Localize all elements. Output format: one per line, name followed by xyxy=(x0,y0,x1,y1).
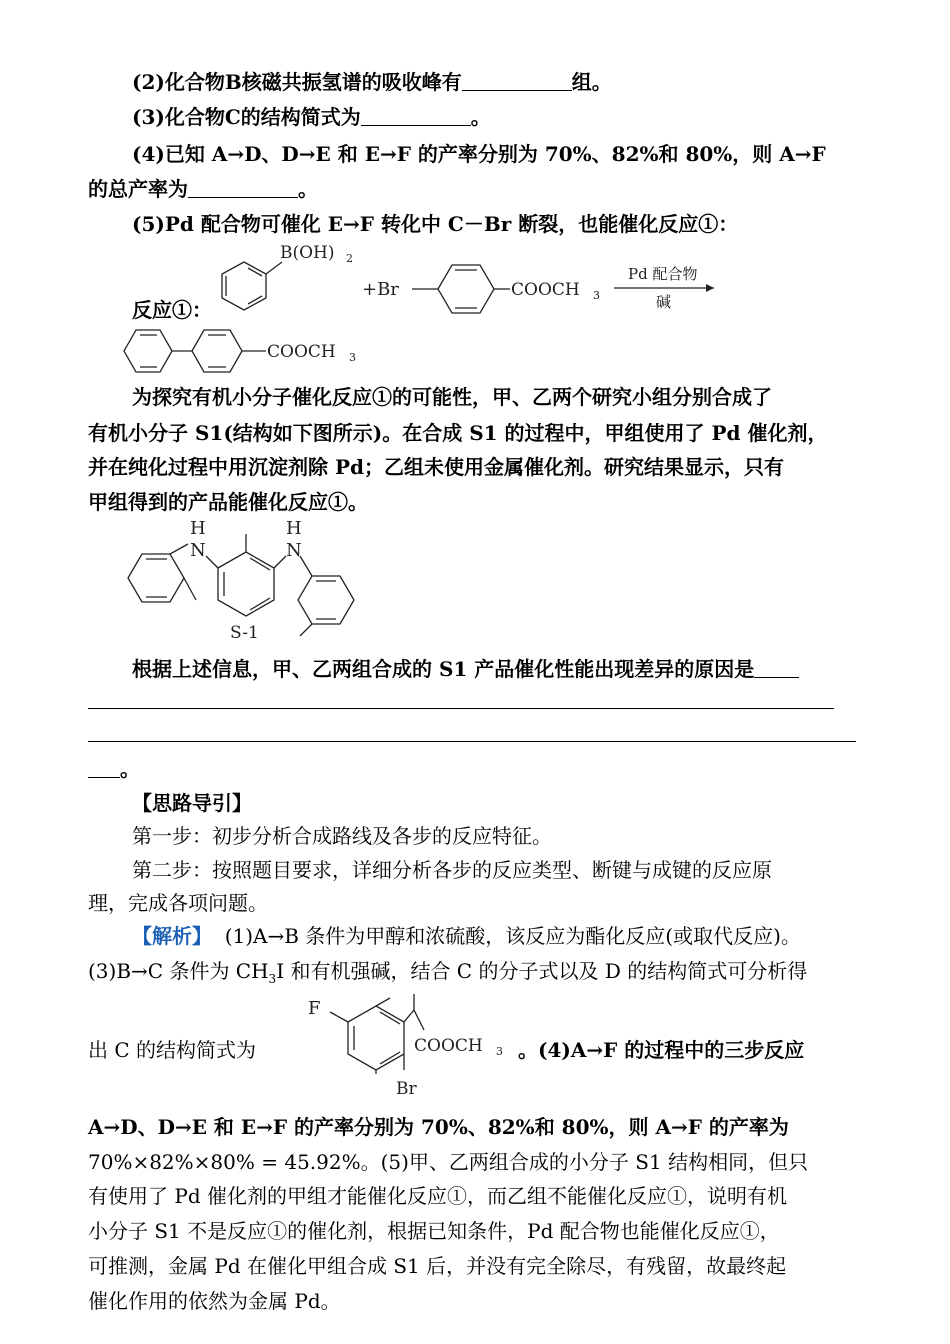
fluoro-label: F xyxy=(308,998,321,1019)
c-bromo-label: Br xyxy=(396,1079,417,1099)
product-biphenyl-structure xyxy=(124,330,266,372)
reason-question xyxy=(132,655,799,683)
analysis-line7: 小分子 S1 不是反应①的催化剂，根据已知条件，Pd 配合物也能催化反应①， xyxy=(88,1219,780,1243)
analysis-line3b: 。(4)A→F 的过程中的三步反应 xyxy=(518,1038,805,1062)
answer-blank[interactable] xyxy=(754,655,799,678)
question-3-tail: 。 xyxy=(470,105,491,129)
guide-step2: 第二步：按照题目要求，详细分析各步的反应类型、断键与成键的反应原 xyxy=(132,858,772,882)
analysis-line4: A→D、D→E 和 E→F 的产率分别为 70%、82%和 80%，则 A→F 的产率为 xyxy=(88,1115,789,1139)
para-line: 有机小分子 S1(结构如下图所示)。在合成 S1 的过程中，甲组使用了 Pd 催化剂， xyxy=(88,421,828,445)
ester-sub: 3 xyxy=(593,289,600,302)
nh-h-left: H xyxy=(190,518,206,539)
product-ester-label: COOCH xyxy=(267,342,336,362)
answer-line-end xyxy=(88,755,140,783)
para-line: 甲组得到的产品能催化反应①。 xyxy=(88,490,368,514)
s1-structure xyxy=(0,510,950,650)
question-4-text: 的总产率为 xyxy=(88,177,188,201)
analysis-text: I 和有机强碱，结合 C 的分子式以及 D 的结构简式可分析得 xyxy=(276,959,808,983)
reaction-1-scheme xyxy=(0,0,950,380)
analysis-line5: 70%×82%×80% = 45.92%。(5)甲、乙两组合成的小分子 S1 结构相同，但只 xyxy=(88,1150,809,1174)
analysis-line6: 有使用了 Pd 催化剂的甲组才能催化反应①，而乙组不能催化反应①，说明有机 xyxy=(88,1184,787,1208)
question-4-line1: (4)已知 A→D、D→E 和 E→F 的产率分别为 70%、82%和 80%，则 A→F xyxy=(132,142,826,166)
para-line: 并在纯化过程中用沉淀剂除 Pd；乙组未使用金属催化剂。研究结果显示，只有 xyxy=(88,455,784,479)
compound-c-structure xyxy=(0,990,950,1100)
s1-label: S-1 xyxy=(230,623,259,643)
analysis-line1 xyxy=(132,922,801,950)
para-line: 为探究有机小分子催化反应①的可能性，甲、乙两个研究小组分别合成了 xyxy=(132,385,772,409)
subscript: 3 xyxy=(268,972,277,986)
answer-line[interactable] xyxy=(88,708,834,709)
analysis-text: (1)A→B 条件为甲醇和浓硫酸，该反应为酯化反应(或取代反应)。 xyxy=(224,924,801,948)
question-3-text: (3)化合物C的结构简式为 xyxy=(132,105,361,129)
base-label: 碱 xyxy=(656,293,672,311)
reaction-label: 反应①： xyxy=(132,298,212,322)
analysis-line2 xyxy=(88,957,807,993)
ester-label: COOCH xyxy=(511,280,580,300)
question-2-text: (2)化合物B核磁共振氢谱的吸收峰有 xyxy=(132,70,462,94)
bromo-label: +Br xyxy=(362,279,399,300)
guide-step2-cont: 理，完成各项问题。 xyxy=(88,891,268,915)
question-4-tail: 。 xyxy=(298,177,318,201)
analysis-tag: 【解析】 xyxy=(132,924,212,948)
arrow-head xyxy=(706,284,714,292)
methyl-bromobenzoate-structure xyxy=(412,265,510,313)
guide-step1: 第一步：初步分析合成路线及各步的反应特征。 xyxy=(132,824,552,848)
nh-n-right: N xyxy=(286,540,302,561)
product-ester-sub: 3 xyxy=(349,351,356,364)
phenylboronic-acid-structure xyxy=(222,262,282,310)
c-ester-label: COOCH xyxy=(414,1036,483,1056)
question-5-intro: (5)Pd 配合物可催化 E→F 转化中 C－Br 断裂，也能催化反应①： xyxy=(132,212,739,236)
analysis-line9: 催化作用的依然为金属 Pd。 xyxy=(88,1289,341,1313)
boronic-label: B(OH) xyxy=(280,243,335,263)
reason-tail: 。 xyxy=(120,757,140,781)
reason-text: 根据上述信息，甲、乙两组合成的 S1 产品催化性能出现差异的原因是 xyxy=(132,657,755,681)
guide-title: 【思路导引】 xyxy=(132,791,252,815)
answer-line[interactable] xyxy=(88,741,856,742)
question-2-tail: 组。 xyxy=(571,70,612,94)
nh-n-left: N xyxy=(190,540,206,561)
boronic-sub: 2 xyxy=(346,252,353,265)
catalyst-label: Pd 配合物 xyxy=(628,265,698,283)
analysis-text: (3)B→C 条件为 CH xyxy=(88,959,269,983)
analysis-line3a: 出 C 的结构简式为 xyxy=(88,1038,257,1062)
nh-h-right: H xyxy=(286,518,302,539)
analysis-line8: 可推测，金属 Pd 在催化甲组合成 S1 后，并没有完全除尽，有残留，故最终起 xyxy=(88,1254,787,1278)
answer-blank[interactable] xyxy=(88,755,120,778)
c-ester-sub: 3 xyxy=(496,1045,503,1058)
